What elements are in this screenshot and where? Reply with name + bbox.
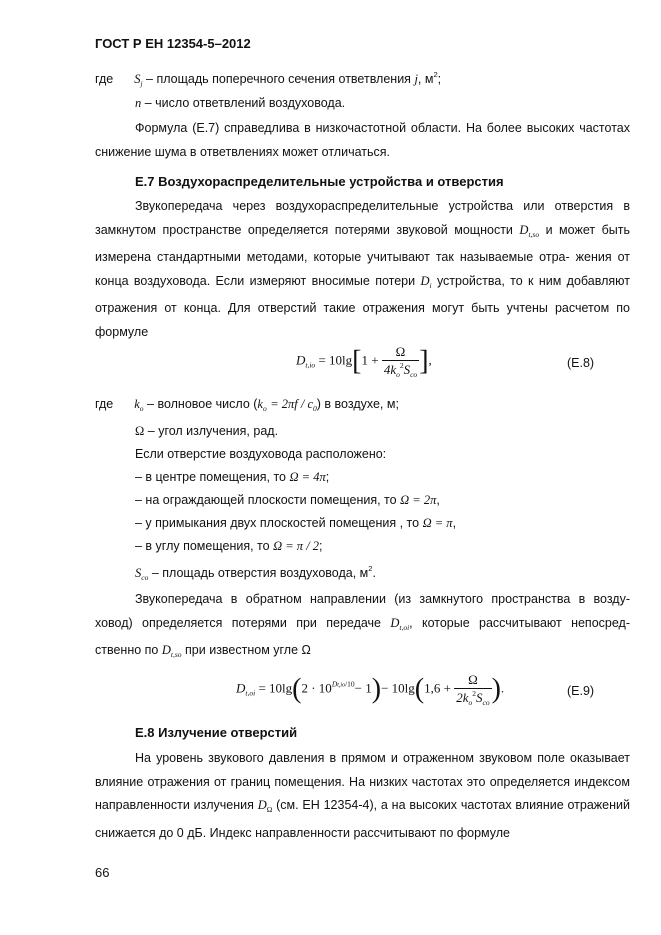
p2-text: учтены расчетом по формуле [95,301,630,339]
p3-text: при известном угле Ω [185,643,311,657]
eq9-lhs-sub: t,oi [245,688,256,698]
symbol-d: D [420,273,430,288]
loc2-end: , [436,493,440,507]
p2-text: замкнутом пространстве определяется потерями звуковой мощности [95,222,513,237]
sco-description: – площадь отверстия воздуховода, м [151,566,369,580]
symbol-sco-sub: co [141,573,149,582]
right-bracket-icon: ] [419,345,429,377]
symbol-d: D [390,615,400,630]
where-label: где [95,72,114,86]
eq9-den-k-sub: o [468,698,473,707]
location-corner [135,539,323,554]
eq8-lhs-sub: t,io [305,360,316,370]
loc4-formula: Ω = π / 2 [273,539,320,553]
location-edge [135,516,456,531]
eq8-tail: , [428,352,432,368]
where-sj-line [95,70,441,88]
paragraph-e7 [95,195,630,344]
p1-line2: частотах снижение шума в ответвлениях может отличаться. [95,121,630,159]
paragraph-e7-note [95,117,630,164]
eq9-lhs: D [236,680,246,696]
eq8-fraction [382,344,419,379]
n-description: – число ответвлений воздуховода. [144,96,346,110]
where-omega-line [135,424,278,439]
eq9-exp: D [331,679,338,689]
page-header: ГОСТ Р ЕН 12354-5–2012 [95,36,251,51]
symbol-sj-sub: j [140,79,143,88]
eq9-den-k: 2k [456,690,469,705]
loc1-text: – в центре помещения, то [135,470,287,484]
eq9-numerator: Ω [454,672,491,689]
p2-text: устройства, то к [436,273,534,288]
p2-text: быть измерена стандартными методами, которые учитывают так называемые отра- [95,222,630,264]
k-formula: k [257,397,263,411]
eq8-den-s-sub: co [410,370,418,379]
k-description-end: ) в воздухе, м; [316,397,399,411]
eq9-exp-sub: t,io [337,682,346,689]
eq8-op: = 10lg [318,352,353,368]
p4-text: высоких частотах влияние отражений снижается до 0 дБ. Индекс направленности [95,798,630,840]
symbol-d-sub: Ω [266,805,273,814]
eq8-numerator: Ω [382,344,419,361]
k-formula-c-sub: 0 [313,404,317,413]
left-paren-icon: ( [414,673,425,705]
eq8-den-k-sup: 2 [399,361,404,370]
location-plane [135,493,440,508]
eq9-exp-tail: /10 [345,679,355,689]
where-label: где [95,397,114,411]
symbol-n: n [135,96,142,110]
loc3-end: , [452,516,457,530]
sco-end: . [372,566,376,580]
loc1-end: ; [325,470,330,484]
symbol-d-sub: i [429,280,432,290]
where-n-line [135,96,345,111]
page-number: 66 [95,865,110,880]
loc3-text: – у примыкания двух плоскостей помещения , то [135,516,420,530]
p2-text: и может [545,222,596,237]
eq8-den-k-sub: o [396,370,400,379]
sj-end: ; [437,72,442,86]
symbol-j: j [414,72,418,86]
eq9-op1: = 10lg [258,680,293,696]
loc2-formula: Ω = 2π [400,493,437,507]
left-paren-icon: ( [292,673,302,705]
p2-text: жения от конца воздуховода. Если измеряют вносимые потери [95,250,630,288]
eq9-tail: . [500,680,505,696]
k-description: – волновое число ( [147,397,258,411]
location-center [135,470,329,485]
sj-unit: , м [417,72,434,86]
sj-unit-sup: 2 [433,70,438,79]
eq9-den-s: S [476,690,483,705]
omega-description: – угол излучения, рад. [147,424,279,438]
eq9-inner1-end: − 1 [354,680,372,696]
eq8-den-s: S [403,362,411,377]
p2-text: Звукопередача через воздухораспределительные устройства или отверстия в [135,199,630,213]
loc2-text: – на ограждающей плоскости помещения, то [135,493,397,507]
symbol-d-sub: t,oi [399,622,410,632]
p3-text: , которые рассчитывают непосред- [409,615,630,630]
eq8-one: 1 + [361,352,379,368]
p4-text: На уровень звукового давления в прямом и отраженном звуковом поле [135,751,565,765]
sj-description: – площадь поперечного сечения ответвления [146,72,411,86]
k-formula-sub: o [262,404,267,413]
symbol-omega: Ω [135,424,145,438]
symbol-sj: S [134,72,141,86]
p2-text: ним добавляют отражения от конца. Для отверстий такие отражения могут быть [95,273,630,315]
equation-e9 [236,672,504,707]
loc3-formula: Ω = π [422,516,453,530]
symbol-d: D [519,222,529,237]
right-paren-icon: ) [491,673,501,705]
symbol-d-sub: t,so [528,229,540,239]
symbol-sco: S [135,566,142,580]
p3-text: ственно по [95,643,159,657]
right-paren-icon: ) [371,673,382,705]
symbol-d: D [161,643,171,657]
symbol-d-sub: t,so [170,650,182,659]
paragraph-reverse-transmission [95,588,630,667]
where-sco-line [135,564,376,582]
equation-number-e9: (Е.9) [567,684,595,698]
section-heading-e7: Е.7 Воздухораспределительные устройства и отверстия [135,174,504,189]
sco-unit-sup: 2 [368,564,373,573]
paragraph-e8 [95,747,630,845]
loc4-end: ; [319,539,323,553]
p4-text: (см. ЕН 12354-4), а на [276,798,406,812]
location-intro: Если отверстие воздуховода расположено: [135,447,387,461]
section-heading-e8: Е.8 Излучение отверстий [135,725,298,740]
p4-text: рассчитывают по формуле [353,825,511,840]
p4-text: определяется индексом направленности излучения [95,774,630,812]
eq8-denominator [382,361,419,379]
loc4-text: – в углу помещения, то [135,539,270,553]
eq9-inner1: 2 · 10 [301,680,332,696]
equation-number-e8: (Е.8) [567,356,595,370]
eq9-den-s-sub: co [482,698,490,707]
p4-text: оказывает влияние отражения от границ помещения. На низких частотах это [95,751,630,789]
p3-text: Звукопередача в обратном направлении (из замкнутого пространства в возду- [135,592,630,606]
p3-text: ховод) определяется потерями при передаче [95,615,382,630]
eq9-inner2: 1,6 + [424,680,451,696]
loc1-formula: Ω = 4π [289,470,326,484]
eq8-den-k: 4k [383,362,397,377]
equation-e8 [296,344,432,379]
symbol-k-sub: o [139,404,144,413]
eq9-fraction [454,672,491,707]
symbol-d: D [257,798,267,812]
symbol-k: k [134,397,140,411]
where-k-line [95,397,399,413]
eq9-denominator [454,689,491,707]
eq8-lhs: D [296,352,306,368]
eq9-op2: − 10lg [381,680,415,696]
left-bracket-icon: [ [352,345,362,377]
p1-line1: Формула (Е.7) справедлива в низкочастотной области. На более высоких [135,121,575,135]
k-formula-rest: = 2πf / c [270,397,314,411]
eq9-den-k-sup: 2 [472,689,476,698]
